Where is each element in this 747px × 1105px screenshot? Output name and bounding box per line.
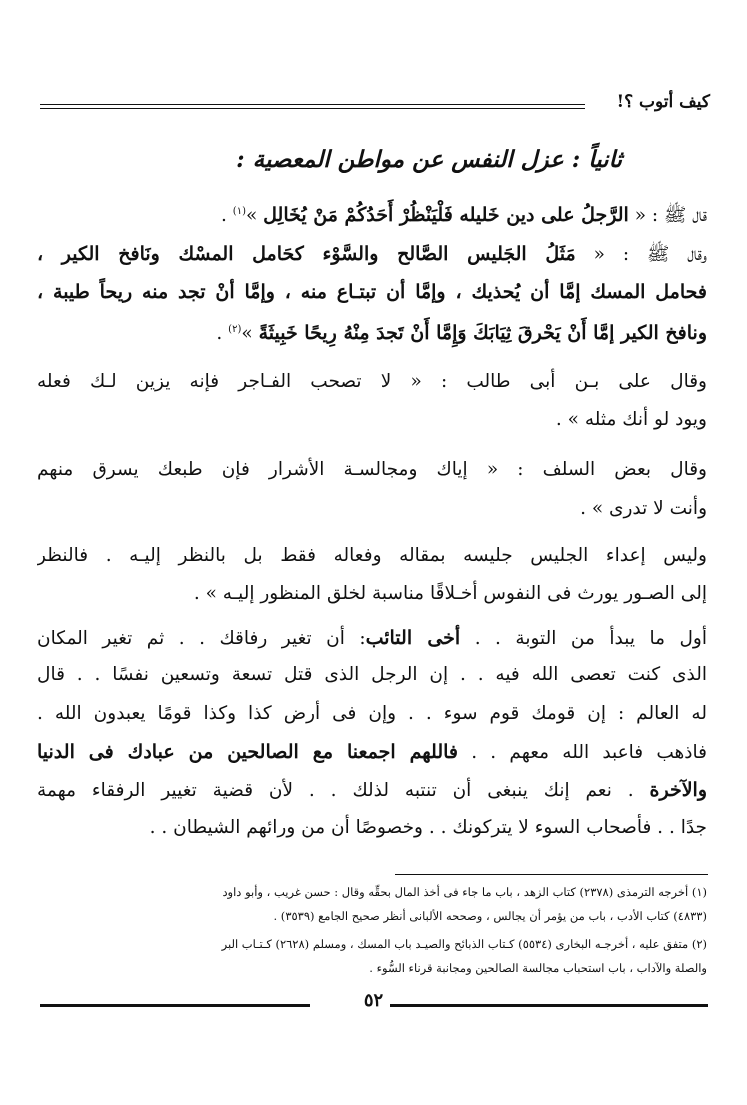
- text-span: . نعم إنك ينبغى أن تنتبه لذلك . . لأن قضية تغيير الرفقاء مهمة: [37, 780, 650, 801]
- footnote-rule: [395, 874, 708, 875]
- text-line: [37, 196, 707, 230]
- text-line: [37, 622, 707, 656]
- text-span: أول ما يبدأ من التوبة . .: [460, 628, 707, 649]
- footnote-line: (٤٨٣٣) كتاب الأدب ، باب من يؤمر أن يجالس ، وصححه الألبانى أنظر صحيح الجامع (٣٥٣٩) .: [273, 909, 707, 923]
- emphasized-text: فحامل المسك إمَّا أن يُحذيك ، وإمَّا أن تبتـاع منه ، وإمَّا أنْ تجد منه ريحاً طيبة ،: [37, 281, 707, 303]
- footnote-line: والصلة والآداب ، باب استحباب مجالسة الصالحين ومجانبة قرناء السُّوء .: [369, 961, 707, 975]
- text-line: وليس إعداء الجليس جليسه بمقاله وفعاله فقط بل بالنظر إليـه . فالنظر: [37, 545, 707, 566]
- emphasized-text: مَثَلُ الجَليس الصَّالح والسَّوْء كحَامل المسْك ونَافخ الكير ،: [37, 243, 576, 265]
- text-line: وقال بعض السلف : « إياك ومجالسـة الأشرار فإن طبعك يسرق منهم: [37, 459, 707, 480]
- footer-rule-left: [40, 1004, 310, 1007]
- emphasized-text: والآخرة: [649, 779, 707, 801]
- text-line: إلى الصـور يورث فى النفوس أخـلاقًا مناسبة لخلق المنظور إليـه » .: [193, 583, 707, 604]
- text-span: »: [241, 323, 259, 345]
- text-span: .: [221, 205, 233, 227]
- section-heading: ثانياً : عزل النفس عن مواطن المعصية :: [236, 146, 622, 173]
- text-line: [37, 314, 707, 348]
- text-line: [37, 736, 707, 770]
- text-span: وقال ﷺ : «: [575, 244, 707, 265]
- emphasized-text: ونافخ الكير إمَّا أَنْ يَحْرقَ ثِيَابَكَ وَإِمَّا أَنْ تَجدَ مِنْهُ رِيحًا خَبِيثَةً: [258, 322, 707, 345]
- text-line: [37, 276, 707, 310]
- running-header: [40, 92, 710, 116]
- text-span: .: [216, 323, 229, 345]
- footnote-line: (١) أخرجه الترمذى (٢٣٧٨) كتاب الزهد ، باب ما جاء فى أخذ المال بحقِّه وقال : حسن غريب ، وأبو داود: [222, 885, 707, 899]
- header-rule: [40, 104, 585, 105]
- emphasized-text: فاللهم اجمعنا مع الصالحين من عبادك فى الدنيا: [37, 741, 458, 763]
- text-line: ويود لو أنك مثله » .: [555, 409, 707, 430]
- text-span: »: [245, 205, 264, 227]
- emphasized-text: أخى التائب: [365, 627, 461, 649]
- text-span: : أن تغير رفاقك . . ثم تغير المكان: [37, 628, 366, 649]
- text-span: قال ﷺ : «: [628, 205, 707, 227]
- footnote-ref: (٢): [228, 324, 242, 335]
- text-line: وأنت لا تدرى » .: [580, 498, 707, 519]
- text-span: فاذهب فاعبد الله معهم . .: [457, 742, 707, 763]
- footnote-ref: (١): [232, 206, 246, 217]
- emphasized-text: الرَّجلُ على دين خَليله فَلْيَنْظُرْ أَحَدُكُمْ مَنْ يُخَالِل: [263, 204, 629, 227]
- book-title: كيف أتوب ؟!: [616, 92, 710, 112]
- text-line: [37, 774, 707, 808]
- text-line: له العالم : إن قومك قوم سوء . . وإن فى أرض كذا وكذا قومًا يعبدون الله .: [37, 703, 707, 724]
- text-line: وقال على بـن أبى طالب : « لا تصحب الفـاجر فإنه يزين لـك فعله: [37, 371, 707, 392]
- header-rule: [40, 108, 585, 109]
- footnote-line: (٢) متفق عليه ، أخرجـه البخارى (٥٥٣٤) كـتاب الذبائح والصيـد باب المسك ، ومسلم (٢٦٢٨) كـتـاب البر: [221, 937, 707, 951]
- page-number: ٥٢: [363, 990, 384, 1011]
- text-line: الذى كنت تعصى الله فيه . . إن الرجل الذى قتل تسعة وتسعين نفسًا . . قال: [37, 664, 707, 685]
- text-line: [37, 238, 707, 272]
- text-line: جدًا . . فأصحاب السوء لا يتركونك . . وخصوصًا أن من ورائهم الشيطان . .: [149, 817, 707, 838]
